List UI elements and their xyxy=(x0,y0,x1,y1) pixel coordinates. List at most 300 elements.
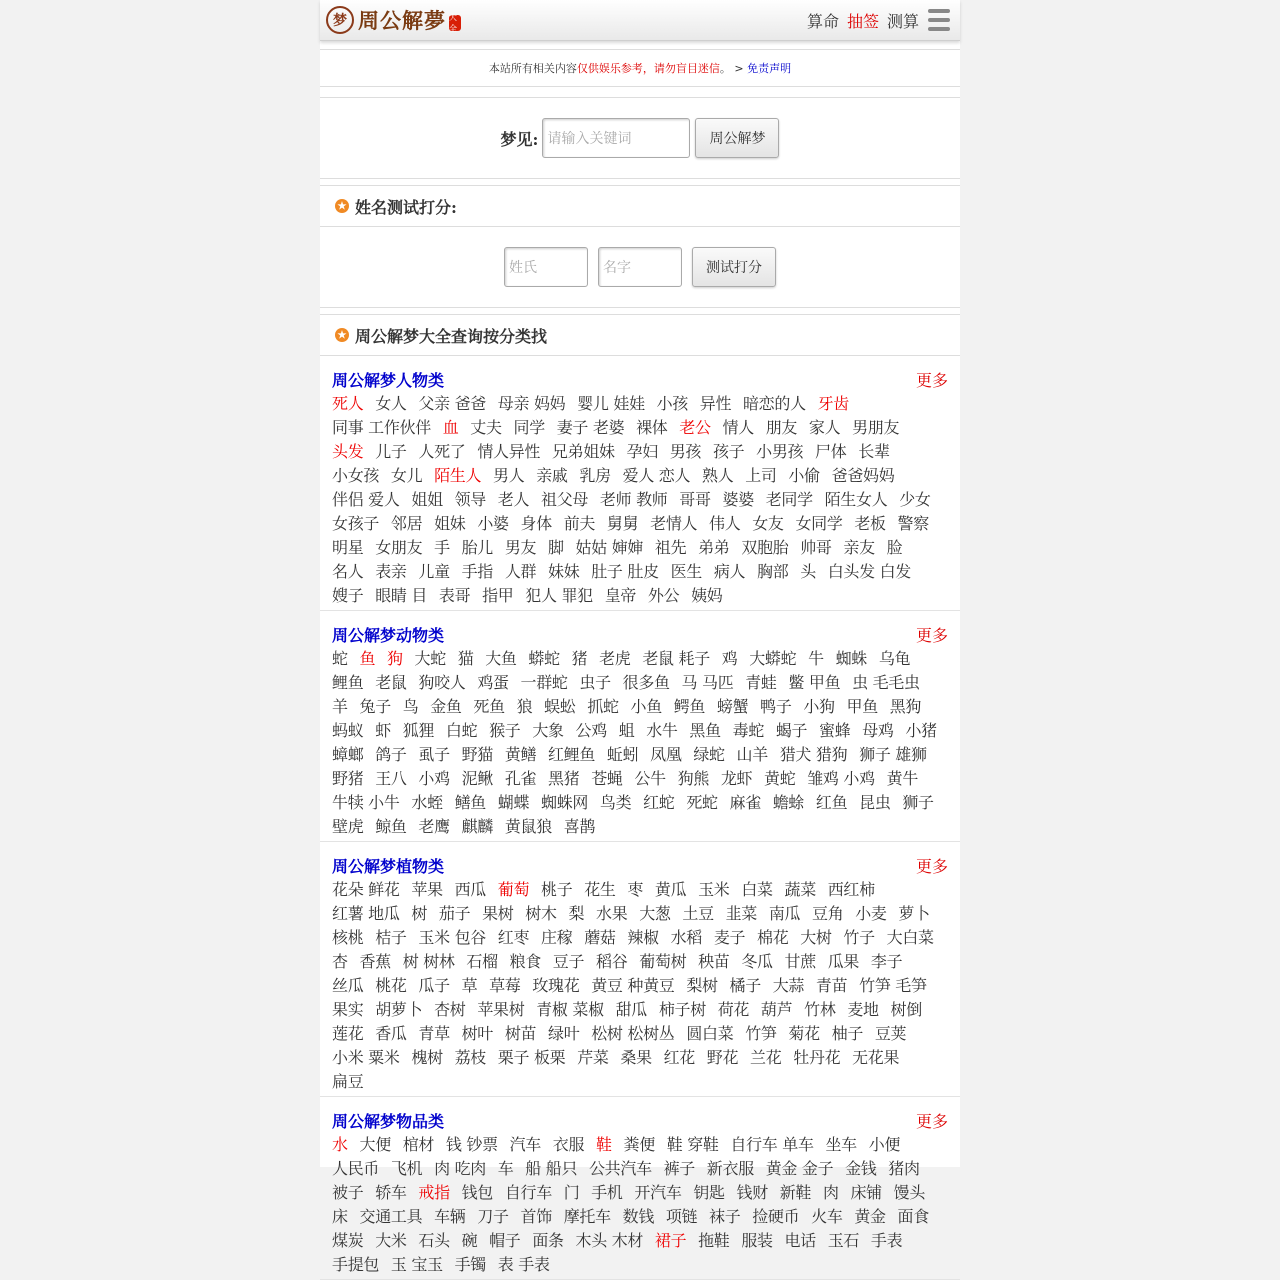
keyword-link[interactable]: 瓜果 xyxy=(827,952,860,971)
keyword-link[interactable]: 黄豆 种黄豆 xyxy=(591,976,675,995)
keyword-link[interactable]: 母鸡 xyxy=(862,721,894,740)
keyword-link[interactable]: 水牛 xyxy=(646,721,678,740)
keyword-link[interactable]: 香蕉 xyxy=(359,952,391,971)
keyword-link[interactable]: 鲤鱼 xyxy=(332,673,364,692)
keyword-link[interactable]: 小男孩 xyxy=(756,442,804,461)
keyword-link[interactable]: 猎犬 猎狗 xyxy=(779,745,848,764)
keyword-link[interactable]: 表哥 xyxy=(438,586,471,605)
keyword-link[interactable]: 老师 教师 xyxy=(599,490,668,509)
keyword-link[interactable]: 老情人 xyxy=(650,514,698,533)
keyword-link[interactable]: 竹子 xyxy=(843,928,875,947)
keyword-link[interactable]: 女同学 xyxy=(795,514,843,533)
keyword-link[interactable]: 开汽车 xyxy=(634,1183,682,1202)
keyword-link[interactable]: 蚯蚓 xyxy=(606,745,639,764)
keyword-link[interactable]: 虱子 xyxy=(418,745,450,764)
keyword-link[interactable]: 狼 xyxy=(516,697,533,716)
keyword-link[interactable]: 黄瓜 xyxy=(654,880,687,899)
keyword-link[interactable]: 鲸鱼 xyxy=(375,817,407,836)
keyword-link[interactable]: 小偷 xyxy=(788,466,820,485)
keyword-link[interactable]: 树苗 xyxy=(504,1024,537,1043)
keyword-link[interactable]: 新衣服 xyxy=(706,1159,754,1178)
keyword-link[interactable]: 杏树 xyxy=(434,1000,466,1019)
keyword-link[interactable]: 芹菜 xyxy=(577,1048,609,1067)
keyword-link[interactable]: 亲戚 xyxy=(536,466,568,485)
keyword-link[interactable]: 大象 xyxy=(532,721,564,740)
keyword-link[interactable]: 长辈 xyxy=(858,442,890,461)
keyword-link[interactable]: 虾 xyxy=(375,721,391,740)
keyword-link[interactable]: 兰花 xyxy=(750,1048,782,1067)
keyword-link[interactable]: 首饰 xyxy=(520,1207,552,1226)
keyword-link[interactable]: 红鲤鱼 xyxy=(548,745,596,764)
keyword-link[interactable]: 男朋友 xyxy=(852,418,900,437)
keyword-link[interactable]: 公共汽车 xyxy=(588,1159,652,1178)
keyword-link[interactable]: 伴侣 爱人 xyxy=(332,490,400,509)
keyword-link[interactable]: 妻子 老婆 xyxy=(556,418,625,437)
keyword-link[interactable]: 麦地 xyxy=(847,1000,879,1019)
keyword-link[interactable]: 项链 xyxy=(665,1207,698,1226)
keyword-link[interactable]: 病人 xyxy=(713,562,746,581)
keyword-link[interactable]: 黄金 金子 xyxy=(765,1159,834,1178)
category-title[interactable]: 周公解梦动物类 xyxy=(332,625,445,645)
keyword-link[interactable]: 家人 xyxy=(808,418,841,437)
keyword-link[interactable]: 鸟 xyxy=(402,697,419,716)
keyword-link[interactable]: 母亲 妈妈 xyxy=(497,394,566,413)
keyword-link[interactable]: 栗子 板栗 xyxy=(497,1048,566,1067)
keyword-link[interactable]: 胸部 xyxy=(757,562,789,581)
keyword-link[interactable]: 飞机 xyxy=(390,1159,423,1178)
keyword-link[interactable]: 老人 xyxy=(497,490,530,509)
keyword-link[interactable]: 水蛭 xyxy=(411,793,443,812)
keyword-link[interactable]: 鳖 甲鱼 xyxy=(788,673,841,692)
keyword-link[interactable]: 黄金 xyxy=(854,1207,886,1226)
keyword-link[interactable]: 竹笋 毛笋 xyxy=(859,976,927,995)
keyword-link[interactable]: 门 xyxy=(563,1183,580,1202)
keyword-link[interactable]: 大米 xyxy=(375,1231,407,1250)
keyword-link[interactable]: 麦子 xyxy=(713,928,746,947)
keyword-link[interactable]: 戒指 xyxy=(418,1183,450,1202)
keyword-link[interactable]: 父亲 爸爸 xyxy=(418,394,486,413)
keyword-link[interactable]: 公鸡 xyxy=(575,721,607,740)
keyword-link[interactable]: 老公 xyxy=(679,418,711,437)
keyword-link[interactable]: 被子 xyxy=(332,1183,364,1202)
keyword-link[interactable]: 裤子 xyxy=(663,1159,695,1178)
keyword-link[interactable]: 女人 xyxy=(375,394,407,413)
keyword-link[interactable]: 数钱 xyxy=(622,1207,655,1226)
keyword-link[interactable]: 老同学 xyxy=(765,490,813,509)
keyword-link[interactable]: 青椒 菜椒 xyxy=(536,1000,604,1019)
keyword-link[interactable]: 儿子 xyxy=(375,442,407,461)
category-more-link[interactable]: 更多 xyxy=(915,1111,948,1131)
keyword-link[interactable]: 花朵 鲜花 xyxy=(332,880,400,899)
keyword-link[interactable]: 树 树林 xyxy=(402,952,455,971)
keyword-link[interactable]: 死鱼 xyxy=(473,697,505,716)
keyword-link[interactable]: 西瓜 xyxy=(454,880,486,899)
keyword-link[interactable]: 毒蛇 xyxy=(732,721,765,740)
nav-chouqian[interactable]: 抽签 xyxy=(846,11,879,31)
keyword-link[interactable]: 壁虎 xyxy=(332,817,364,836)
keyword-link[interactable]: 玉米 包谷 xyxy=(418,928,486,947)
keyword-link[interactable]: 尸体 xyxy=(815,442,847,461)
keyword-link[interactable]: 葫芦 xyxy=(760,1000,793,1019)
keyword-link[interactable]: 人群 xyxy=(504,562,537,581)
keyword-link[interactable]: 狗咬人 xyxy=(418,673,466,692)
keyword-link[interactable]: 蜘蛛网 xyxy=(541,793,589,812)
keyword-link[interactable]: 树叶 xyxy=(461,1024,494,1043)
keyword-link[interactable]: 木头 木材 xyxy=(575,1231,644,1250)
keyword-link[interactable]: 服装 xyxy=(741,1231,773,1250)
keyword-link[interactable]: 青苗 xyxy=(815,976,848,995)
keyword-link[interactable]: 名人 xyxy=(332,562,364,581)
keyword-link[interactable]: 竹笋 xyxy=(745,1024,777,1043)
keyword-link[interactable]: 豆子 xyxy=(552,952,585,971)
keyword-link[interactable]: 一群蛇 xyxy=(520,673,568,692)
dream-search-input[interactable] xyxy=(542,118,690,158)
keyword-link[interactable]: 前夫 xyxy=(563,514,596,533)
keyword-link[interactable]: 昆虫 xyxy=(859,793,891,812)
keyword-link[interactable]: 橘子 xyxy=(729,976,761,995)
keyword-link[interactable]: 水 xyxy=(332,1135,348,1154)
keyword-link[interactable]: 手机 xyxy=(591,1183,623,1202)
keyword-link[interactable]: 孩子 xyxy=(712,442,745,461)
keyword-link[interactable]: 红薯 地瓜 xyxy=(332,904,400,923)
keyword-link[interactable]: 妹妹 xyxy=(548,562,580,581)
keyword-link[interactable]: 朋友 xyxy=(765,418,798,437)
keyword-link[interactable]: 水稻 xyxy=(670,928,703,947)
keyword-link[interactable]: 女友 xyxy=(752,514,784,533)
keyword-link[interactable]: 大蛇 xyxy=(414,649,446,668)
keyword-link[interactable]: 哥哥 xyxy=(679,490,711,509)
keyword-link[interactable]: 男孩 xyxy=(669,442,702,461)
keyword-link[interactable]: 豆荚 xyxy=(874,1024,907,1043)
keyword-link[interactable]: 孔雀 xyxy=(504,769,537,788)
keyword-link[interactable]: 土豆 xyxy=(682,904,714,923)
keyword-link[interactable]: 情人 xyxy=(722,418,754,437)
keyword-link[interactable]: 李子 xyxy=(870,952,903,971)
keyword-link[interactable]: 稻谷 xyxy=(596,952,628,971)
keyword-link[interactable]: 小婆 xyxy=(477,514,509,533)
keyword-link[interactable]: 弟弟 xyxy=(698,538,730,557)
keyword-link[interactable]: 船 船只 xyxy=(525,1159,578,1178)
keyword-link[interactable]: 自行车 xyxy=(504,1183,552,1202)
keyword-link[interactable]: 死人 xyxy=(332,394,364,413)
keyword-link[interactable]: 红蛇 xyxy=(643,793,675,812)
keyword-link[interactable]: 蛇 xyxy=(332,649,348,668)
keyword-link[interactable]: 冬瓜 xyxy=(741,952,773,971)
keyword-link[interactable]: 枣 xyxy=(627,880,644,899)
keyword-link[interactable]: 婴儿 娃娃 xyxy=(577,394,645,413)
keyword-link[interactable]: 鸡蛋 xyxy=(477,673,509,692)
keyword-link[interactable]: 兔子 xyxy=(359,697,391,716)
keyword-link[interactable]: 交通工具 xyxy=(359,1207,423,1226)
keyword-link[interactable]: 大便 xyxy=(359,1135,391,1154)
keyword-link[interactable]: 竹林 xyxy=(804,1000,836,1019)
keyword-link[interactable]: 无花果 xyxy=(852,1048,900,1067)
keyword-link[interactable]: 异性 xyxy=(699,394,732,413)
keyword-link[interactable]: 碗 xyxy=(461,1231,478,1250)
keyword-link[interactable]: 黄鳝 xyxy=(504,745,537,764)
keyword-link[interactable]: 牙齿 xyxy=(817,394,849,413)
keyword-link[interactable]: 火车 xyxy=(811,1207,843,1226)
keyword-link[interactable]: 电话 xyxy=(784,1231,816,1250)
keyword-link[interactable]: 情人异性 xyxy=(477,442,541,461)
keyword-link[interactable]: 裸体 xyxy=(636,418,668,437)
keyword-link[interactable]: 肉 吃肉 xyxy=(434,1159,486,1178)
keyword-link[interactable]: 祖先 xyxy=(654,538,687,557)
keyword-link[interactable]: 圆白菜 xyxy=(686,1024,734,1043)
keyword-link[interactable]: 猴子 xyxy=(489,721,521,740)
keyword-link[interactable]: 茄子 xyxy=(438,904,471,923)
keyword-link[interactable]: 钱财 xyxy=(736,1183,768,1202)
keyword-link[interactable]: 猪肉 xyxy=(888,1159,920,1178)
keyword-link[interactable]: 钥匙 xyxy=(693,1183,725,1202)
keyword-link[interactable]: 喜鹊 xyxy=(563,817,596,836)
keyword-link[interactable]: 医生 xyxy=(670,562,703,581)
keyword-link[interactable]: 青草 xyxy=(418,1024,450,1043)
keyword-link[interactable]: 树 xyxy=(411,904,428,923)
keyword-link[interactable]: 狗熊 xyxy=(677,769,710,788)
keyword-link[interactable]: 韭菜 xyxy=(725,904,758,923)
keyword-link[interactable]: 山羊 xyxy=(736,745,768,764)
keyword-link[interactable]: 同事 工作伙伴 xyxy=(332,418,431,437)
keyword-link[interactable]: 双胞胎 xyxy=(741,538,789,557)
keyword-link[interactable]: 姐姐 xyxy=(411,490,443,509)
keyword-link[interactable]: 头发 xyxy=(332,442,364,461)
keyword-link[interactable]: 红枣 xyxy=(497,928,530,947)
keyword-link[interactable]: 粪便 xyxy=(623,1135,655,1154)
keyword-link[interactable]: 小麦 xyxy=(855,904,887,923)
keyword-link[interactable]: 黑猪 xyxy=(548,769,580,788)
keyword-link[interactable]: 松树 松树丛 xyxy=(591,1024,675,1043)
keyword-link[interactable]: 丈夫 xyxy=(470,418,502,437)
keyword-link[interactable]: 车 xyxy=(497,1159,514,1178)
keyword-link[interactable]: 辣椒 xyxy=(627,928,659,947)
keyword-link[interactable]: 石头 xyxy=(418,1231,450,1250)
keyword-link[interactable]: 草 xyxy=(461,976,478,995)
keyword-link[interactable]: 身体 xyxy=(520,514,552,533)
keyword-link[interactable]: 狮子 雄狮 xyxy=(859,745,927,764)
keyword-link[interactable]: 荷花 xyxy=(717,1000,750,1019)
site-logo[interactable] xyxy=(326,5,461,35)
keyword-link[interactable]: 大鱼 xyxy=(485,649,517,668)
keyword-link[interactable]: 苹果 xyxy=(411,880,443,899)
keyword-link[interactable]: 棉花 xyxy=(757,928,789,947)
keyword-link[interactable]: 女儿 xyxy=(390,466,423,485)
keyword-link[interactable]: 荔枝 xyxy=(454,1048,486,1067)
keyword-link[interactable]: 黑鱼 xyxy=(689,721,721,740)
keyword-link[interactable]: 脚 xyxy=(548,538,564,557)
menu-icon[interactable] xyxy=(928,9,950,31)
keyword-link[interactable]: 蛆 xyxy=(618,721,635,740)
keyword-link[interactable]: 野猪 xyxy=(332,769,364,788)
given-name-input[interactable] xyxy=(598,247,682,287)
keyword-link[interactable]: 抓蛇 xyxy=(587,697,619,716)
keyword-link[interactable]: 小鸡 xyxy=(418,769,450,788)
keyword-link[interactable]: 狗 xyxy=(387,649,403,668)
keyword-link[interactable]: 轿车 xyxy=(375,1183,407,1202)
keyword-link[interactable]: 暗恋的人 xyxy=(742,394,806,413)
keyword-link[interactable]: 红鱼 xyxy=(815,793,848,812)
keyword-link[interactable]: 马 马匹 xyxy=(681,673,734,692)
keyword-link[interactable]: 亲友 xyxy=(843,538,875,557)
keyword-link[interactable]: 白菜 xyxy=(741,880,773,899)
keyword-link[interactable]: 玉米 xyxy=(698,880,730,899)
keyword-link[interactable]: 领导 xyxy=(454,490,486,509)
keyword-link[interactable]: 嫂子 xyxy=(332,586,364,605)
keyword-link[interactable]: 钱包 xyxy=(461,1183,494,1202)
keyword-link[interactable]: 大蒜 xyxy=(772,976,805,995)
keyword-link[interactable]: 皇帝 xyxy=(604,586,637,605)
keyword-link[interactable]: 肚子 肚皮 xyxy=(591,562,659,581)
keyword-link[interactable]: 蝴蝶 xyxy=(497,793,530,812)
keyword-link[interactable]: 玫瑰花 xyxy=(532,976,580,995)
keyword-link[interactable]: 野猫 xyxy=(461,745,494,764)
keyword-link[interactable]: 老鼠 xyxy=(375,673,407,692)
keyword-link[interactable]: 公牛 xyxy=(634,769,666,788)
keyword-link[interactable]: 衣服 xyxy=(552,1135,585,1154)
keyword-link[interactable]: 大树 xyxy=(800,928,832,947)
keyword-link[interactable]: 雏鸡 小鸡 xyxy=(807,769,875,788)
keyword-link[interactable]: 瓜子 xyxy=(418,976,450,995)
keyword-link[interactable]: 苍蝇 xyxy=(591,769,623,788)
surname-input[interactable] xyxy=(504,247,588,287)
nav-cesuan[interactable]: 测算 xyxy=(886,11,919,31)
keyword-link[interactable]: 女朋友 xyxy=(375,538,423,557)
keyword-link[interactable]: 鞋 xyxy=(596,1135,612,1154)
keyword-link[interactable]: 小狗 xyxy=(803,697,835,716)
keyword-link[interactable]: 黑狗 xyxy=(889,697,922,716)
keyword-link[interactable]: 蚂蚁 xyxy=(332,721,364,740)
keyword-link[interactable]: 香瓜 xyxy=(375,1024,407,1043)
keyword-link[interactable]: 蟾蜍 xyxy=(772,793,805,812)
keyword-link[interactable]: 大白菜 xyxy=(886,928,934,947)
keyword-link[interactable]: 槐树 xyxy=(411,1048,443,1067)
keyword-link[interactable]: 大蟒蛇 xyxy=(749,649,797,668)
keyword-link[interactable]: 西红柿 xyxy=(827,880,875,899)
keyword-link[interactable]: 老虎 xyxy=(599,649,631,668)
category-title[interactable]: 周公解梦植物类 xyxy=(332,856,445,876)
keyword-link[interactable]: 桑果 xyxy=(620,1048,652,1067)
keyword-link[interactable]: 柿子树 xyxy=(658,1000,706,1019)
keyword-link[interactable]: 舅舅 xyxy=(606,514,639,533)
category-more-link[interactable]: 更多 xyxy=(915,625,948,645)
keyword-link[interactable]: 棺材 xyxy=(402,1135,435,1154)
category-more-link[interactable]: 更多 xyxy=(915,856,948,876)
nav-suanming[interactable]: 算命 xyxy=(806,11,839,31)
keyword-link[interactable]: 果树 xyxy=(482,904,514,923)
keyword-link[interactable]: 帅哥 xyxy=(800,538,832,557)
keyword-link[interactable]: 秧苗 xyxy=(698,952,730,971)
keyword-link[interactable]: 煤炭 xyxy=(332,1231,364,1250)
keyword-link[interactable]: 手提包 xyxy=(332,1255,380,1274)
keyword-link[interactable]: 虫子 xyxy=(579,673,611,692)
keyword-link[interactable]: 玉 宝玉 xyxy=(390,1255,443,1274)
keyword-link[interactable]: 坐车 xyxy=(825,1135,857,1154)
keyword-link[interactable]: 麒麟 xyxy=(461,817,494,836)
keyword-link[interactable]: 刀子 xyxy=(477,1207,509,1226)
keyword-link[interactable]: 大葱 xyxy=(639,904,671,923)
keyword-link[interactable]: 女孩子 xyxy=(332,514,380,533)
keyword-link[interactable]: 树倒 xyxy=(890,1000,922,1019)
keyword-link[interactable]: 蝎子 xyxy=(775,721,808,740)
keyword-link[interactable]: 外公 xyxy=(647,586,680,605)
name-score-button[interactable]: 测试打分 xyxy=(692,247,776,287)
keyword-link[interactable]: 南瓜 xyxy=(768,904,801,923)
keyword-link[interactable]: 陌生女人 xyxy=(824,490,888,509)
keyword-link[interactable]: 杏 xyxy=(332,952,348,971)
keyword-link[interactable]: 伟人 xyxy=(709,514,741,533)
keyword-link[interactable]: 鱼 xyxy=(359,649,376,668)
keyword-link[interactable]: 果实 xyxy=(332,1000,364,1019)
keyword-link[interactable]: 面条 xyxy=(532,1231,564,1250)
keyword-link[interactable]: 鳄鱼 xyxy=(673,697,706,716)
keyword-link[interactable]: 手 xyxy=(434,538,450,557)
keyword-link[interactable]: 鸽子 xyxy=(375,745,407,764)
keyword-link[interactable]: 孕妇 xyxy=(626,442,658,461)
keyword-link[interactable]: 牛 xyxy=(808,649,824,668)
keyword-link[interactable]: 鞋 穿鞋 xyxy=(666,1135,719,1154)
keyword-link[interactable]: 人死了 xyxy=(418,442,466,461)
keyword-link[interactable]: 馒头 xyxy=(893,1183,926,1202)
keyword-link[interactable]: 面食 xyxy=(897,1207,929,1226)
keyword-link[interactable]: 钱 钞票 xyxy=(445,1135,498,1154)
category-title[interactable]: 周公解梦人物类 xyxy=(332,370,445,390)
keyword-link[interactable]: 螃蟹 xyxy=(716,697,749,716)
keyword-link[interactable]: 姑姑 婶婶 xyxy=(575,538,644,557)
keyword-link[interactable]: 车辆 xyxy=(434,1207,466,1226)
keyword-link[interactable]: 爱人 恋人 xyxy=(622,466,691,485)
keyword-link[interactable]: 警察 xyxy=(897,514,929,533)
keyword-link[interactable]: 手镯 xyxy=(454,1255,486,1274)
keyword-link[interactable]: 蜘蛛 xyxy=(835,649,868,668)
keyword-link[interactable]: 男友 xyxy=(504,538,537,557)
keyword-link[interactable]: 老板 xyxy=(854,514,886,533)
disclaimer-link[interactable]: 免责声明 xyxy=(747,62,792,75)
keyword-link[interactable]: 爸爸妈妈 xyxy=(831,466,895,485)
keyword-link[interactable]: 乌龟 xyxy=(878,649,911,668)
keyword-link[interactable]: 鸟类 xyxy=(599,793,632,812)
keyword-link[interactable]: 儿童 xyxy=(418,562,450,581)
keyword-link[interactable]: 猫 xyxy=(457,649,474,668)
keyword-link[interactable]: 白头发 白发 xyxy=(827,562,912,581)
keyword-link[interactable]: 姐妹 xyxy=(434,514,466,533)
keyword-link[interactable]: 邻居 xyxy=(390,514,423,533)
keyword-link[interactable]: 狮子 xyxy=(902,793,934,812)
keyword-link[interactable]: 粮食 xyxy=(509,952,541,971)
keyword-link[interactable]: 床铺 xyxy=(850,1183,882,1202)
keyword-link[interactable]: 肉 xyxy=(822,1183,839,1202)
keyword-link[interactable]: 甜瓜 xyxy=(615,1000,648,1019)
keyword-link[interactable]: 男人 xyxy=(493,466,525,485)
keyword-link[interactable]: 小米 粟米 xyxy=(332,1048,400,1067)
keyword-link[interactable]: 红花 xyxy=(663,1048,695,1067)
keyword-link[interactable]: 眼睛 目 xyxy=(375,586,428,605)
keyword-link[interactable]: 熟人 xyxy=(702,466,734,485)
keyword-link[interactable]: 人民币 xyxy=(332,1159,380,1178)
keyword-link[interactable]: 萝卜 xyxy=(898,904,930,923)
keyword-link[interactable]: 柚子 xyxy=(831,1024,864,1043)
keyword-link[interactable]: 同学 xyxy=(513,418,545,437)
keyword-link[interactable]: 黄鼠狼 xyxy=(504,817,552,836)
keyword-link[interactable]: 王八 xyxy=(375,769,407,788)
keyword-link[interactable]: 蘑菇 xyxy=(584,928,616,947)
keyword-link[interactable]: 指甲 xyxy=(482,586,514,605)
keyword-link[interactable]: 丝瓜 xyxy=(332,976,364,995)
keyword-link[interactable]: 自行车 单车 xyxy=(730,1135,814,1154)
keyword-link[interactable]: 鸡 xyxy=(721,649,738,668)
keyword-link[interactable]: 血 xyxy=(442,418,459,437)
keyword-link[interactable]: 胎儿 xyxy=(461,538,494,557)
keyword-link[interactable]: 凤凰 xyxy=(650,745,682,764)
